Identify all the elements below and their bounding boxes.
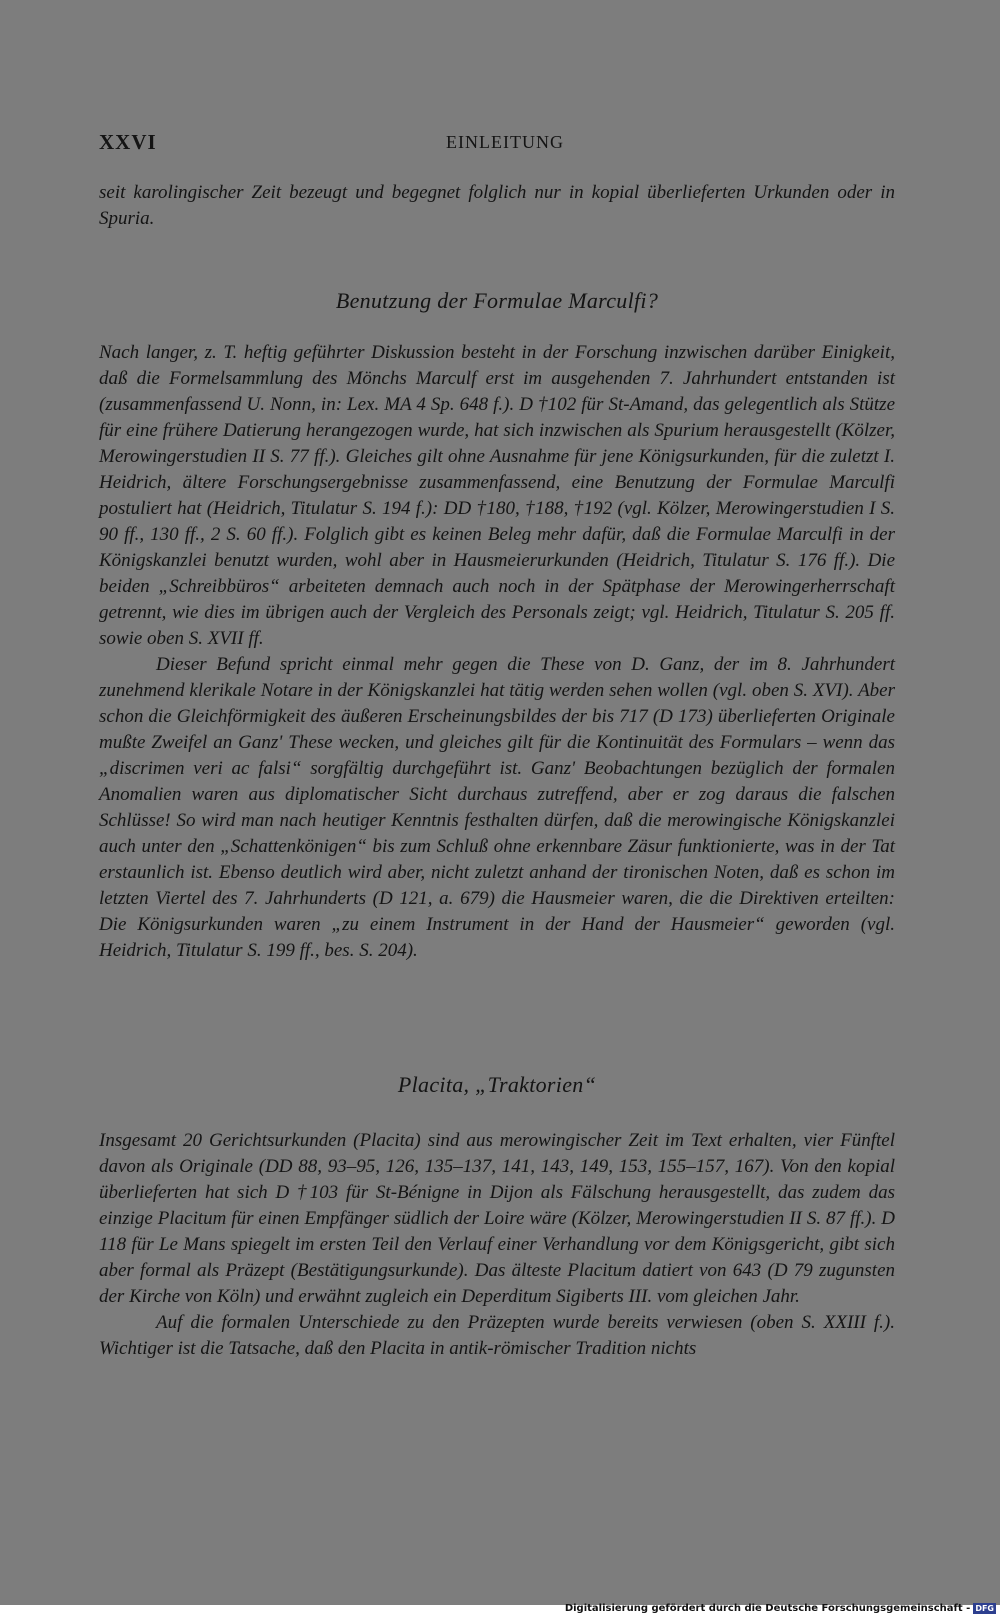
paragraph: Insgesamt 20 Gerichtsurkunden (Placita) sind aus merowingischer Zeit im Text erhalten, vier Fünftel davon als Originale (DD 88, 93–95, 126, 135–137, 141, 143, 149, 153, 155–157, 167). Von den kopial überlieferten hat sich D †103 für St-Bénigne in Dijon als Fälschung herausgestellt, das zudem das einzige Placitum für einen Empfänger südlich der Loire wäre (Kölzer, Merowingerstudien II S. 87 ff.). D 118 für Le Mans spiegelt im ersten Teil den Verlauf einer Verhandlung vor dem Königsgericht, gibt sich aber formal als Präzept (Bestätigungsurkunde). Das älteste Placitum datiert von 643 (D 79 zugunsten der Kirche von Köln) und erwähnt zugleich ein Deperditum Sigiberts III. vom gleichen Jahr. — [99, 1130, 895, 1307]
intro-text: seit karolingischer Zeit bezeugt und begegnet folglich nur in kopial überlieferten Urkunden oder in Spuria. — [99, 182, 895, 229]
paragraph: Dieser Befund spricht einmal mehr gegen die These von D. Ganz, der im 8. Jahrhundert zunehmend klerikale Notare in der Königskanzlei hat tätig werden sehen wollen (vgl. oben S. XVI). Aber schon die Gleichförmigkeit des äußeren Erscheinungsbildes der bis 717 (D 173) überlieferten Originale mußte Zweifel an Ganz' These wecken, und gleiches gilt für die Kontinuität des Formulars – wenn das „discrimen veri ac falsi“ sorgfältig durchgeführt ist. Ganz' Beobachtungen bezüglich der formalen Anomalien waren aus diplomatischer Sicht durchaus zutreffend, aber er zog daraus die falschen Schlüsse! So wird man nach heutiger Kenntnis festhalten dürfen, daß die merowingische Königskanzlei auch unter den „Schattenkönigen“ bis zum Schluß ohne erkennbare Zäsur funktionierte, was in der Tat erstaunlich ist. Ebenso deutlich wird aber, nicht zuletzt anhand der tironischen Noten, daß es schon im letzten Viertel des 7. Jahrhunderts (D 121, a. 679) die Hausmeier waren, die die Direktiven erteilten: Die Königsurkunden waren „zu einem Instrument in der Hand der Hausmeier“ geworden (vgl. Heidrich, Titulatur S. 199 ff., bes. S. 204). — [99, 654, 895, 961]
intro-paragraph — [99, 180, 895, 232]
section-body-placita — [99, 1128, 895, 1362]
digitization-footer — [565, 1601, 996, 1616]
running-head: EINLEITUNG — [446, 132, 564, 152]
page-header — [99, 130, 899, 160]
section-heading-marculf: Benutzung der Formulae Marculfi? — [335, 288, 659, 313]
paragraph: Nach langer, z. T. heftig geführter Diskussion besteht in der Forschung inzwischen darüber Einigkeit, daß die Formelsammlung des Mönchs Marculf erst im ausgehenden 7. Jahrhundert entstanden ist (zusammenfassend U. Nonn, in: Lex. MA 4 Sp. 648 f.). D †102 für St-Amand, das gelegentlich als Stütze für eine frühere Datierung herangezogen wurde, hat sich inzwischen als Spurium herausgestellt (Kölzer, Merowingerstudien II S. 77 ff.). Gleiches gilt ohne Ausnahme für jene Königsurkunden, für die zuletzt I. Heidrich, ältere Forschungsergebnisse zusammenfassend, eine Benutzung der Formulae Marculfi postuliert hat (Heidrich, Titulatur S. 194 f.): DD †180, †188, †192 (vgl. Kölzer, Merowingerstudien I S. 90 ff., 130 ff., 2 S. 60 ff.). Folglich gibt es keinen Beleg mehr dafür, daß die Formulae Marculfi in der Königskanzlei benutzt wurden, wohl aber in Hausmeierurkunden (Heidrich, Titulatur S. 176 ff.). Die beiden „Schreibbüros“ arbeiteten demnach auch noch in der Spätphase der Merowingerherrschaft getrennt, wie dies im übrigen auch der Vergleich des Personals zeigt; vgl. Heidrich, Titulatur S. 205 ff. sowie oben S. XVII ff. — [99, 342, 895, 649]
section-body-marculf — [99, 340, 895, 964]
page-number: XXVI — [99, 130, 157, 154]
dfg-logo-icon: DFG — [975, 1604, 994, 1613]
paragraph: Auf die formalen Unterschiede zu den Präzepten wurde bereits verwiesen (oben S. XXIII f.). Wichtiger ist die Tatsache, daß den Placita in antik-römischer Tradition nichts — [99, 1312, 895, 1359]
footer-credit: Digitalisierung gefördert durch die Deutsche Forschungsgemeinschaft - — [564, 1603, 971, 1614]
section-heading-placita: Placita, „Traktorien“ — [397, 1072, 597, 1097]
